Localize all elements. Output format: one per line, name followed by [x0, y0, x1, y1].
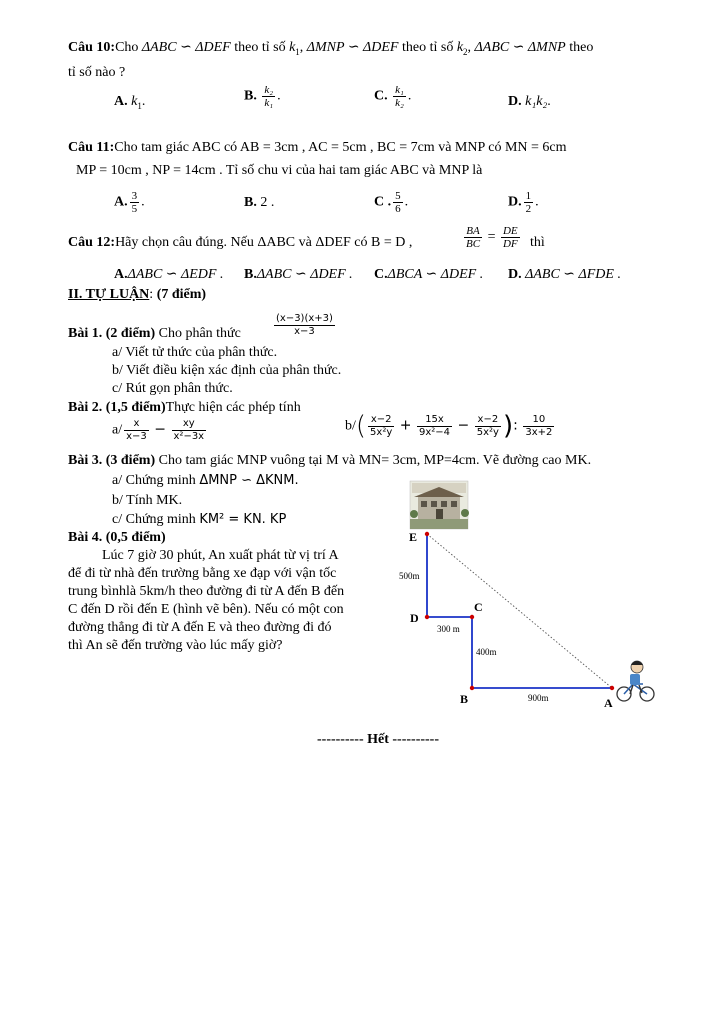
frac-num: 1	[525, 190, 532, 202]
q12-option-b	[244, 266, 353, 283]
option-value: k₁k₂	[525, 94, 548, 109]
q11-option-b	[244, 194, 274, 211]
bai4-line: đường thẳng đi từ A đến E và theo đường đi đó	[68, 620, 332, 635]
frac-num: xy	[172, 418, 207, 431]
q10-math: ΔABC ∽ ΔDEF	[141, 40, 231, 55]
bai4-line: trung bìnhlà 5km/h theo đường đi từ A đến B đến	[68, 584, 345, 599]
label-d: D	[410, 611, 419, 625]
frac-den: DF	[502, 238, 518, 250]
q10-text: Cho	[115, 40, 142, 55]
q10-line2: tỉ số nào ?	[68, 65, 126, 80]
option-value: ΔABC ∽ ΔEDF .	[127, 267, 224, 282]
length-dc: 300 m	[437, 624, 460, 634]
point-b	[470, 686, 474, 690]
q10-math: ΔMNP ∽ ΔDEF	[306, 40, 399, 55]
q10-text: ,	[299, 40, 307, 55]
dotted-path-ae	[427, 534, 612, 688]
route-figure	[395, 478, 695, 714]
point-c	[470, 615, 474, 619]
bai4-line: Lúc 7 giờ 30 phút, An xuất phát từ vị trí A	[102, 548, 339, 563]
option-label: C.	[374, 267, 388, 282]
bai4-label: Bài 4. (0,5 điểm)	[68, 530, 166, 545]
bai1-fraction	[272, 313, 337, 338]
q10-text: theo tỉ số	[398, 40, 457, 55]
q10-option-d	[508, 93, 551, 110]
school-image	[410, 481, 469, 529]
q11-option-c	[374, 190, 408, 215]
q10-sub: 1	[295, 46, 300, 57]
option-label: B.	[244, 267, 257, 282]
label-a: A	[604, 696, 613, 710]
option-label: A.	[114, 94, 128, 109]
q12-option-c	[374, 266, 483, 283]
frac-den: 9x²−4	[419, 427, 451, 438]
equals-sign: =	[487, 229, 496, 245]
bai1-b: b/ Viết điều kiện xác định của phân thức.	[112, 363, 342, 378]
bai2-a	[112, 418, 208, 443]
option-label: C.	[374, 88, 388, 104]
q10-math: ΔABC ∽ ΔMNP	[474, 40, 566, 55]
q11-option-a	[114, 190, 145, 215]
bai1-a: a/ Viết tử thức của phân thức.	[112, 345, 278, 360]
frac-den: k₂	[395, 97, 404, 109]
option-value: k	[131, 94, 138, 109]
point-a	[610, 686, 614, 690]
q10-math: k	[289, 40, 296, 55]
operator: +	[399, 417, 412, 434]
right-paren: )	[502, 411, 514, 441]
q11-label: Câu 11:	[68, 140, 115, 155]
option-label: A.	[114, 267, 128, 282]
option-dot: .	[141, 194, 145, 210]
bai3-a-text: a/ Chứng minh	[112, 473, 200, 488]
q10-option-a	[114, 93, 145, 115]
option-label: A.	[114, 194, 128, 210]
frac-den: BC	[466, 238, 481, 250]
cyclist-image	[617, 661, 654, 701]
bai3-a-math: ΔMNP ∽ ΔKNM.	[199, 473, 299, 488]
frac-num: x−2	[475, 414, 501, 427]
q10-math: k	[456, 40, 464, 55]
section-points: (7 điểm)	[153, 287, 207, 302]
frac-num: BA	[464, 225, 482, 238]
point-e	[425, 532, 429, 536]
option-dot: .	[547, 94, 551, 109]
bai2-b	[345, 411, 556, 441]
frac-num: k₂	[264, 84, 274, 96]
frac-num: x	[124, 418, 149, 431]
bai4-line: C đến D rồi đến E (hình vẽ bên). Nếu có một con	[68, 602, 344, 617]
option-value: ΔBCA ∽ ΔDEF .	[387, 267, 484, 282]
end-marker: ---------- Hết ----------	[317, 732, 440, 747]
frac-den: 5x²y	[370, 427, 393, 438]
q12-fractions	[462, 225, 522, 250]
frac-den: 3x+2	[525, 427, 553, 438]
option-label: B.	[244, 88, 257, 104]
frac-num: k₁	[395, 84, 404, 96]
bai1-label: Bài 1. (2 điểm)	[68, 326, 156, 341]
q11-line1	[68, 139, 567, 156]
q11-text: Cho tam giác ABC có AB = 3cm , AC = 5cm , BC = 7cm và MNP có MN = 6cm	[114, 140, 567, 155]
bai3-c-text: c/ Chứng minh	[112, 512, 200, 527]
length-cb: 400m	[476, 647, 497, 657]
label-b: B	[460, 692, 469, 706]
q12-then: thì	[530, 235, 545, 250]
frac-den: 5x²y	[476, 427, 499, 438]
bai3-c	[112, 511, 286, 528]
frac-num: 3	[131, 190, 138, 202]
option-value: ΔABC ∽ ΔDEF .	[256, 267, 353, 282]
operator: −	[457, 417, 470, 434]
q11-line2: MP = 10cm , NP = 14cm . Tỉ số chu vi của hai tam giác ABC và MNP là	[76, 163, 483, 178]
q10-sub: 2	[463, 46, 468, 57]
label-c: C	[474, 600, 483, 614]
bai3-text: Cho tam giác MNP vuông tại M và MN= 3cm, MP=4cm. Vẽ đường cao MK.	[155, 453, 592, 468]
frac-num: 5	[395, 190, 401, 202]
q10-option-b	[244, 84, 281, 109]
bai3-line	[68, 452, 591, 469]
section-colon: :	[149, 287, 154, 302]
option-value: 2 .	[260, 195, 275, 210]
option-value: ΔABC ∽ ΔFDE .	[525, 267, 621, 282]
option-dot: .	[141, 94, 146, 109]
option-label: D.	[508, 194, 522, 210]
frac-num: 10	[523, 414, 554, 427]
left-paren: (	[355, 411, 367, 441]
frac-num: x−2	[368, 414, 394, 427]
length-ba: 900m	[528, 693, 549, 703]
q10-text: ,	[467, 40, 475, 55]
q11-option-d	[508, 190, 539, 215]
frac-num: (x−3)(x+3)	[276, 313, 333, 324]
option-dot: .	[277, 88, 281, 104]
option-dot: .	[404, 194, 409, 210]
operator: :	[513, 417, 518, 434]
option-dot: .	[535, 194, 539, 210]
bai1-text: Cho phân thức	[155, 326, 241, 341]
q10-option-c	[374, 84, 411, 109]
frac-den: k₁	[264, 97, 274, 109]
bai3-c-math: KM² = KN. KP	[199, 512, 287, 527]
bai3-a	[112, 472, 299, 489]
bai2-line	[68, 399, 301, 416]
length-de: 500m	[399, 571, 420, 581]
option-label: C .	[374, 194, 392, 210]
frac-num: 15x	[417, 414, 452, 427]
q12-option-a	[114, 266, 223, 283]
bai1-line	[68, 325, 241, 342]
q10-line1	[68, 39, 593, 61]
option-sub: 1	[137, 100, 142, 111]
q12-label: Câu 12:	[68, 235, 116, 250]
option-label: D.	[508, 267, 522, 282]
bai2-b-label: b/	[345, 418, 356, 434]
label-e: E	[409, 530, 418, 544]
q12-line1	[68, 234, 412, 251]
frac-den: x²−3x	[173, 431, 205, 442]
bai2-text: Thực hiện các phép tính	[165, 400, 301, 415]
frac-num: DE	[502, 225, 518, 237]
bai4-line: để đi từ nhà đến trường bằng xe đạp với vận tốc	[68, 566, 337, 581]
frac-den: x−3	[294, 326, 315, 337]
option-label: D.	[508, 94, 522, 109]
frac-den: 2	[525, 203, 532, 215]
bai4-line: thì An sẽ đến trường vào lúc mấy giờ?	[68, 638, 283, 653]
bai2-a-label: a/	[112, 422, 123, 438]
q12-option-d	[508, 266, 621, 283]
section-heading	[68, 286, 206, 303]
bai2-label: Bài 2. (1,5 điểm)	[68, 400, 166, 415]
section-title: II. TỰ LUẬN	[68, 287, 150, 302]
frac-den: x−3	[126, 431, 147, 442]
q12-text: Hãy chọn câu đúng. Nếu ΔABC và ΔDEF có B = D ,	[115, 235, 413, 250]
point-d	[425, 615, 429, 619]
operator: −	[154, 421, 167, 438]
frac-den: 6	[395, 203, 401, 215]
bai3-label: Bài 3. (3 điểm)	[68, 453, 156, 468]
option-label: B.	[244, 195, 257, 210]
bai1-c: c/ Rút gọn phân thức.	[112, 381, 233, 396]
bai3-b: b/ Tính MK.	[112, 493, 183, 508]
option-dot: .	[407, 88, 412, 104]
q10-label: Câu 10:	[68, 40, 116, 55]
q10-text: theo	[565, 40, 594, 55]
frac-den: 5	[131, 203, 138, 215]
q10-text: theo tỉ số	[230, 40, 290, 55]
